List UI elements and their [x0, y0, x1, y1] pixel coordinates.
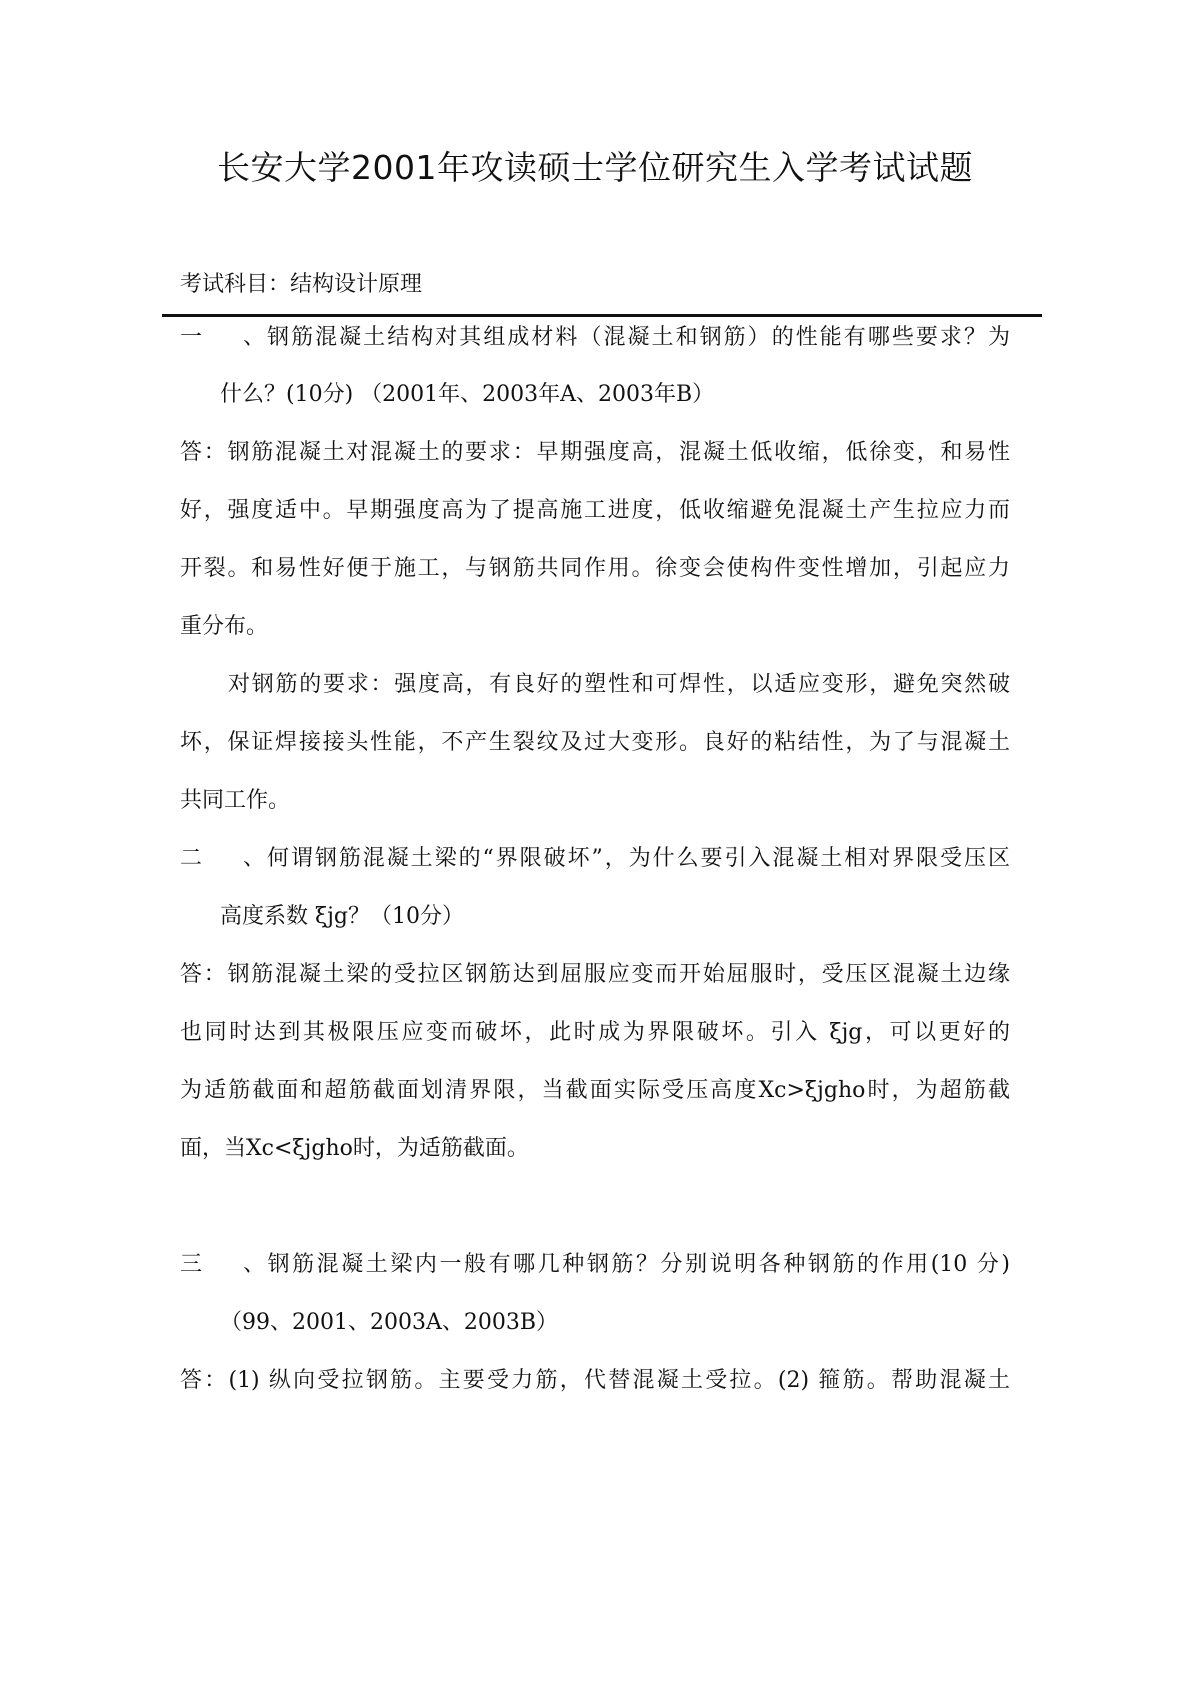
answer-2-line: 为适筋截面和超筋截面划清界限，当截面实际受压高度Xc>ξjgho时，为超筋截	[180, 1078, 1010, 1103]
answer-1-line: 对钢筋的要求：强度高，有良好的塑性和可焊性，以适应变形，避免突然破	[228, 672, 1010, 697]
question-3-line-1	[180, 1250, 1010, 1280]
question-1-text: 钢筋混凝土结构对其组成材料（混凝土和钢筋）的性能有哪些要求？为	[265, 325, 1010, 350]
question-2-line-1	[180, 844, 1010, 874]
question-1-number: 一、	[180, 325, 265, 350]
question-1-line-2: 什么？(10分) （2001年、2003年A、2003年B）	[220, 382, 715, 407]
question-3-text: 钢筋混凝土梁内一般有哪几种钢筋？分别说明各种钢筋的作用(10 分)	[265, 1252, 1010, 1277]
header-divider	[162, 314, 1042, 317]
question-2-number: 二、	[180, 846, 265, 871]
exam-subject: 考试科目：结构设计原理	[180, 272, 423, 297]
question-3-line-2: （99、2001、2003A、2003B）	[220, 1310, 559, 1335]
answer-2-line: 答：钢筋混凝土梁的受拉区钢筋达到屈服应变而开始屈服时，受压区混凝土边缘	[180, 962, 1010, 987]
answer-2-line: 也同时达到其极限压应变而破坏，此时成为界限破坏。引入 ξjg，可以更好的	[180, 1020, 1010, 1045]
answer-1-line: 重分布。	[180, 614, 269, 639]
question-1-line-1	[180, 323, 1010, 353]
answer-1-line: 开裂。和易性好便于施工，与钢筋共同作用。徐变会使构件变性增加，引起应力	[180, 556, 1010, 581]
answer-1-line: 答：钢筋混凝土对混凝土的要求：早期强度高，混凝土低收缩，低徐变，和易性	[180, 440, 1010, 465]
page-title: 长安大学2001年攻读硕士学位研究生入学考试试题	[217, 148, 973, 187]
answer-1-line: 好，强度适中。早期强度高为了提高施工进度，低收缩避免混凝土产生拉应力而	[180, 498, 1010, 523]
question-3-number: 三、	[180, 1252, 265, 1277]
answer-2-line: 面，当Xc<ξjgho时，为适筋截面。	[180, 1136, 529, 1161]
question-2-line-2: 高度系数 ξjg？（10分）	[220, 904, 465, 929]
answer-3-line: 答：(1) 纵向受拉钢筋。主要受力筋，代替混凝土受拉。(2) 箍筋。帮助混凝土	[180, 1368, 1010, 1393]
answer-1-line: 共同工作。	[180, 788, 291, 813]
answer-1-line: 坏，保证焊接接头性能，不产生裂纹及过大变形。良好的粘结性，为了与混凝土	[180, 730, 1010, 755]
question-2-text: 何谓钢筋混凝土梁的“界限破坏”，为什么要引入混凝土相对界限受压区	[265, 846, 1010, 871]
